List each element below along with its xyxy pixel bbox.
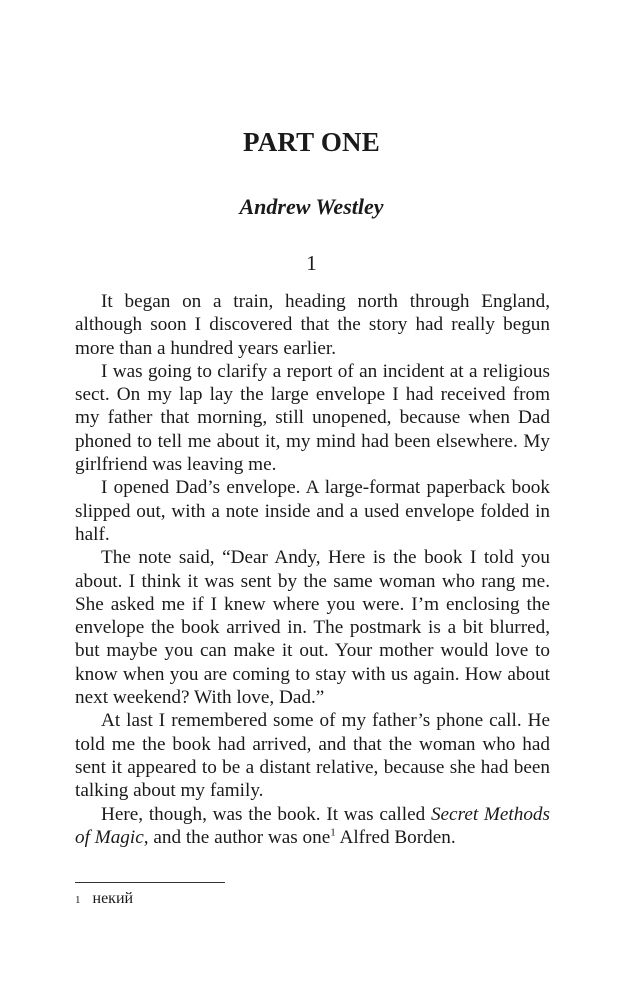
body-text [75, 290, 550, 849]
footnote-text: некий [92, 890, 134, 907]
footnote [75, 888, 550, 910]
footnote-divider [75, 882, 225, 883]
footnote-mark: 1 [75, 894, 81, 906]
paragraph-text: , and the author was one [143, 826, 331, 848]
paragraph-text: Alfred Borden. [335, 826, 456, 848]
paragraph: I was going to clarify a report of an incident at a religious sect. On my lap lay the large envelope I had received from my father that morning, still unopened, because when Dad phoned to tell me about it, my mind had been elsewhere. My girlfriend was leaving me. [75, 360, 550, 476]
chapter-number: 1 [306, 251, 317, 275]
part-title: PART ONE [243, 127, 380, 157]
chapter-author: Andrew Westley [239, 194, 384, 219]
footnote-reference[interactable]: 1 [330, 826, 336, 839]
book-title: Secret Methods of Magic [75, 803, 550, 848]
paragraph: I opened Dad’s envelope. A large-format paperback book slipped out, with a note inside and a used envelope folded in half. [75, 477, 550, 545]
paragraph-text: Here, though, was the book. It was called [101, 803, 431, 825]
paragraph: It began on a train, heading north through England, although soon I discovered that the story had really begun more than a hundred years earlier. [75, 291, 550, 359]
paragraph: The note said, “Dear Andy, Here is the book I told you about. I think it was sent by the same woman who rang me. She asked me if I knew where you were. I’m enclosing the envelope the book arrived in. The postmark is a bit blurred, but maybe you can make it out. Your mother would love to know when you are coming to stay with us again. How about next weekend? With love, Dad.” [75, 547, 550, 709]
paragraph [75, 803, 550, 850]
paragraph: At last I remembered some of my father’s phone call. He told me the book had arrived, and that the woman who had sent it appeared to be a distant relative, because she had been talking about my family. [75, 710, 550, 802]
